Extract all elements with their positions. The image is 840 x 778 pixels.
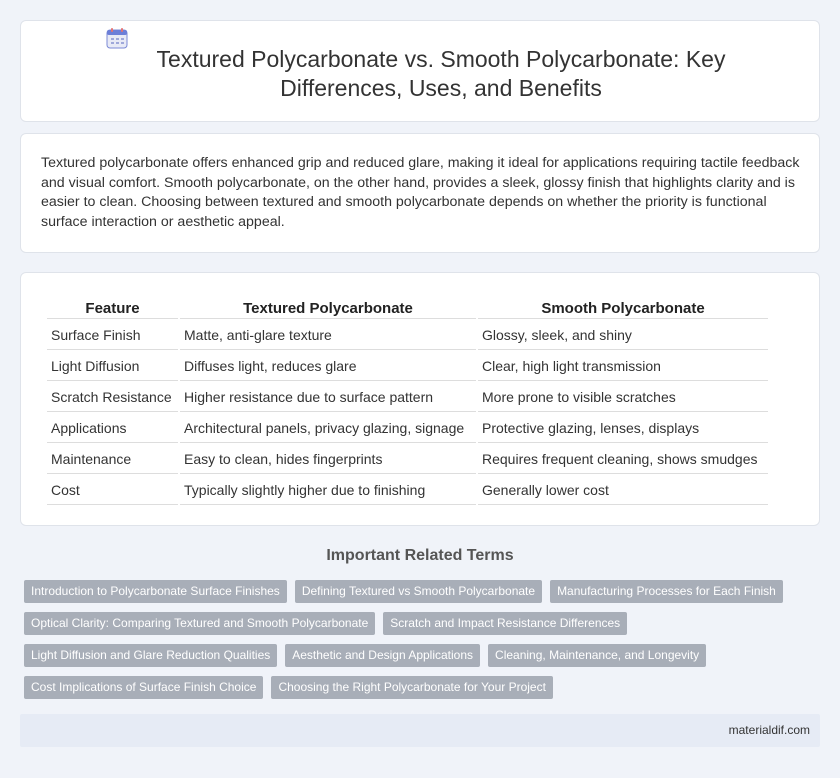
related-term-tag[interactable]: Manufacturing Processes for Each Finish bbox=[550, 580, 783, 603]
textured-cell: Diffuses light, reduces glare bbox=[180, 352, 476, 381]
feature-cell: Light Diffusion bbox=[47, 352, 178, 381]
smooth-cell: More prone to visible scratches bbox=[478, 383, 768, 412]
table-row bbox=[47, 352, 768, 381]
textured-cell: Higher resistance due to surface pattern bbox=[180, 383, 476, 412]
table-row bbox=[47, 414, 768, 443]
footer bbox=[20, 714, 820, 747]
table-row bbox=[47, 476, 768, 505]
header-smooth: Smooth Polycarbonate bbox=[478, 297, 768, 319]
related-terms-list bbox=[24, 580, 819, 708]
intro-card bbox=[20, 133, 820, 253]
table-header-row bbox=[47, 297, 768, 319]
related-term-tag[interactable]: Defining Textured vs Smooth Polycarbonate bbox=[295, 580, 542, 603]
table-row bbox=[47, 321, 768, 350]
smooth-cell: Requires frequent cleaning, shows smudges bbox=[478, 445, 768, 474]
related-term-tag[interactable]: Choosing the Right Polycarbonate for Your Project bbox=[271, 676, 553, 699]
related-term-tag[interactable]: Cleaning, Maintenance, and Longevity bbox=[488, 644, 706, 667]
header-textured: Textured Polycarbonate bbox=[180, 297, 476, 319]
related-term-tag[interactable]: Aesthetic and Design Applications bbox=[285, 644, 480, 667]
table-row bbox=[47, 383, 768, 412]
textured-cell: Matte, anti-glare texture bbox=[180, 321, 476, 350]
related-term-tag[interactable]: Light Diffusion and Glare Reduction Qualities bbox=[24, 644, 277, 667]
textured-cell: Architectural panels, privacy glazing, signage bbox=[180, 414, 476, 443]
feature-cell: Cost bbox=[47, 476, 178, 505]
smooth-cell: Clear, high light transmission bbox=[478, 352, 768, 381]
page-title: Textured Polycarbonate vs. Smooth Polycarbonate: Key Differences, Uses, and Benefits bbox=[156, 46, 726, 101]
related-term-tag[interactable]: Introduction to Polycarbonate Surface Finishes bbox=[24, 580, 287, 603]
smooth-cell: Protective glazing, lenses, displays bbox=[478, 414, 768, 443]
related-term-tag[interactable]: Optical Clarity: Comparing Textured and Smooth Polycarbonate bbox=[24, 612, 375, 635]
header-feature: Feature bbox=[47, 297, 178, 319]
feature-cell: Surface Finish bbox=[47, 321, 178, 350]
table-row bbox=[47, 445, 768, 474]
comparison-table bbox=[45, 295, 770, 507]
site-name[interactable]: materialdif.com bbox=[728, 723, 810, 737]
feature-cell: Maintenance bbox=[47, 445, 178, 474]
textured-cell: Easy to clean, hides fingerprints bbox=[180, 445, 476, 474]
textured-cell: Typically slightly higher due to finishing bbox=[180, 476, 476, 505]
smooth-cell: Generally lower cost bbox=[478, 476, 768, 505]
feature-cell: Applications bbox=[47, 414, 178, 443]
feature-cell: Scratch Resistance bbox=[47, 383, 178, 412]
related-term-tag[interactable]: Cost Implications of Surface Finish Choice bbox=[24, 676, 263, 699]
related-terms-title: Important Related Terms bbox=[326, 547, 514, 564]
related-term-tag[interactable]: Scratch and Impact Resistance Differences bbox=[383, 612, 627, 635]
smooth-cell: Glossy, sleek, and shiny bbox=[478, 321, 768, 350]
header-card bbox=[20, 20, 820, 122]
intro-paragraph: Textured polycarbonate offers enhanced grip and reduced glare, making it ideal for applications requiring tactile feedback and visual comfort. Smooth polycarbonate, on the other hand, provides a sleek, glossy finish that highlights clarity and is easier to clean. Choosing between textured and smooth polycarbonate depends on whether the priority is functional surface interaction or aesthetic appeal. bbox=[41, 155, 800, 230]
comparison-table-card bbox=[20, 272, 820, 526]
